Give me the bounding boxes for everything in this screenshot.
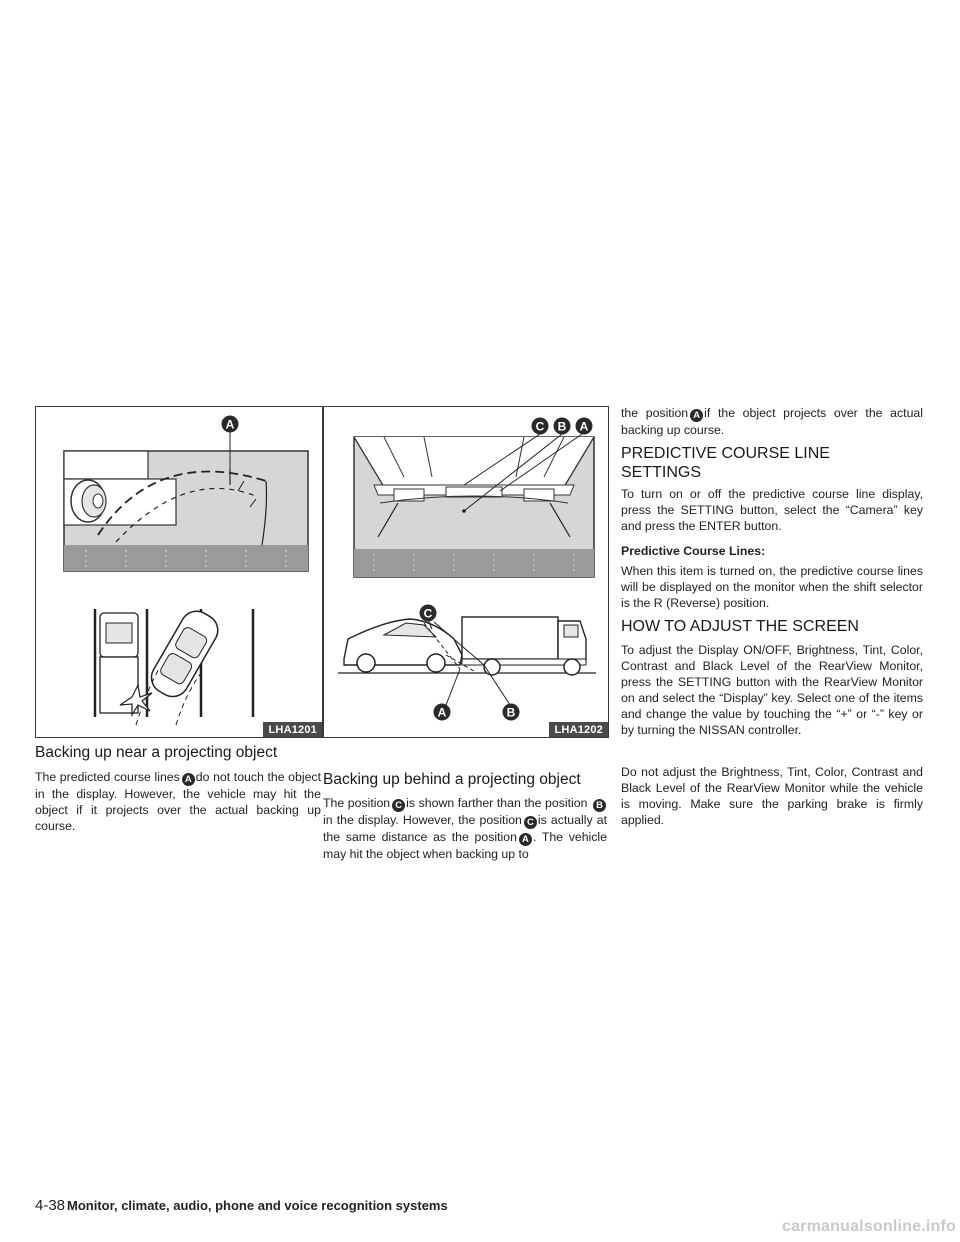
label-a-marker: A — [579, 419, 589, 434]
figure-illustration — [324, 407, 608, 737]
watermark: carmanualsonline.info — [781, 1218, 956, 1235]
figure-illustration — [36, 407, 322, 737]
marker-b-icon: B — [593, 799, 606, 812]
section-heading: Backing up near a projecting object — [35, 744, 278, 761]
paragraph-subheading: Predictive Course Lines: — [621, 544, 766, 558]
marker-a-icon: A — [519, 833, 532, 846]
figure-backing-near-object — [35, 406, 323, 738]
page-footer — [35, 1197, 448, 1215]
footer-title: Monitor, climate, audio, phone and voice recognition systems — [67, 1198, 448, 1213]
label-c-marker: C — [535, 419, 545, 434]
figure-id: LHA1202 — [549, 722, 608, 737]
paragraph: To adjust the Display ON/OFF, Brightness, Tint, Color, Contrast and Black Level of the RearView Monitor, press the SETTING button with the RearView Monitor on and select the “Display” key. Select one of the items and change the value by touching the “+” or “-” key or by turning the NISSAN controller. — [621, 643, 923, 738]
marker-c-icon: C — [524, 816, 537, 829]
paragraph: When this item is turned on, the predictive course lines will be displayed on the monitor when the shift selector is the R (Reverse) position. — [621, 564, 923, 611]
marker-a-icon: A — [182, 773, 195, 786]
label-b-marker: B — [557, 419, 567, 434]
figure-backing-behind-object — [323, 406, 609, 738]
label-c-side: C — [423, 606, 433, 621]
paragraph: The position C is shown farther than the position Bin the display. However, the position C is actually at the same distance as the position A . The vehicle may hit the object when backing up to — [323, 796, 607, 861]
label-b-side: B — [506, 705, 516, 720]
paragraph: To turn on or off the predictive course line display, press the SETTING button, select the “Camera” key and press the ENTER button. — [621, 487, 923, 534]
section-heading: HOW TO ADJUST THE SCREEN — [621, 618, 859, 635]
section-heading: Backing up behind a projecting object — [323, 771, 581, 788]
marker-c-icon: C — [392, 799, 405, 812]
marker-a-icon: A — [690, 409, 703, 422]
paragraph: Do not adjust the Brightness, Tint, Color, Contrast and Black Level of the RearView Monitor while the vehicle is moving. Make sure the parking brake is firmly applied. — [621, 765, 923, 828]
label-a-marker: A — [225, 417, 235, 432]
section-heading: PREDICTIVE COURSE LINE SETTINGS — [621, 445, 830, 481]
page-number: 4-38 — [35, 1197, 66, 1214]
paragraph: the position A if the object projects over the actual backing up course. — [621, 406, 923, 437]
paragraph: The predicted course lines A do not touch the object in the display. However, the vehicle may hit the object if it projects over the actual backing up course. — [35, 770, 321, 834]
label-a-side: A — [437, 705, 447, 720]
figure-id: LHA1201 — [263, 722, 322, 737]
